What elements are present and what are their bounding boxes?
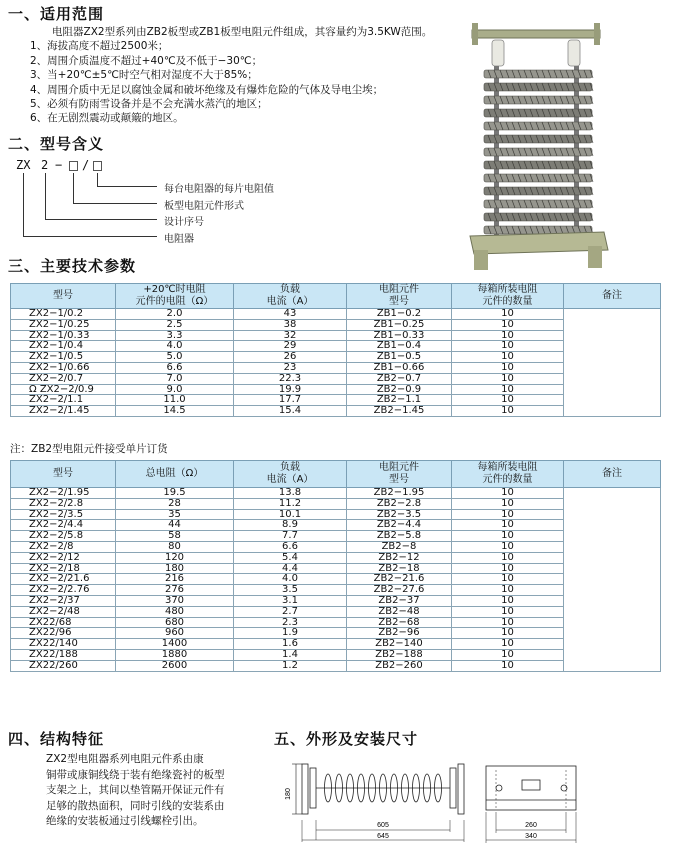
- table-row: [11, 595, 661, 606]
- table-cell: 32: [234, 330, 347, 341]
- text-line: 3、当+20℃±5℃时空气相对湿度不大于85%；: [30, 69, 258, 82]
- table-cell: 29: [234, 341, 347, 352]
- table-cell: ZX2−2/1.45: [11, 406, 116, 417]
- table-cell: 10: [452, 352, 564, 363]
- table-row: [11, 309, 661, 320]
- table-cell: ZX22/140: [11, 639, 116, 650]
- model-code-slash: /: [82, 158, 90, 172]
- table-cell: ZB2−18: [347, 563, 452, 574]
- table-cell: 6.6: [116, 362, 234, 373]
- remark-cell: [564, 488, 661, 672]
- table-cell: ZB1−0.2: [347, 309, 452, 320]
- model-code-digit: 2: [41, 158, 49, 172]
- table-cell: 10: [452, 330, 564, 341]
- table-cell: 1.6: [234, 639, 347, 650]
- table-cell: ZX2−2/8: [11, 541, 116, 552]
- table-cell: ZB2−0.7: [347, 373, 452, 384]
- text-line: 2、周围介质温度不超过+40℃及不低于−30℃；: [30, 54, 263, 67]
- spec-table-1: [10, 283, 661, 417]
- column-header: 型号: [11, 284, 116, 309]
- table-row: [11, 373, 661, 384]
- table-cell: 120: [116, 552, 234, 563]
- outline-dimension-drawing: [282, 760, 672, 852]
- table-row: [11, 541, 661, 552]
- table-cell: 180: [116, 563, 234, 574]
- table-row: [11, 384, 661, 395]
- column-header: 备注: [564, 461, 661, 488]
- column-header: +20℃时电阻 元件的电阻（Ω）: [116, 284, 234, 309]
- table-cell: ZB2−1.1: [347, 395, 452, 406]
- text-line: 绝缘的安装板通过引线螺栓引出。: [46, 815, 204, 827]
- table-cell: ZX22/68: [11, 617, 116, 628]
- table-cell: 13.8: [234, 488, 347, 499]
- table-cell: 10: [452, 341, 564, 352]
- table-cell: 10: [452, 552, 564, 563]
- table-cell: 10: [452, 373, 564, 384]
- text-line: 6、在无剧烈震动或颠簸的地区。: [30, 112, 184, 125]
- column-header: 负载 电流（A）: [234, 284, 347, 309]
- table-row: [11, 606, 661, 617]
- table-cell: ZX2−1/0.5: [11, 352, 116, 363]
- section-title-tech-params: 三、主要技术参数: [8, 257, 137, 275]
- table-cell: ZX22/188: [11, 649, 116, 660]
- table-cell: ZX2−2/21.6: [11, 574, 116, 585]
- scope-list: [30, 25, 432, 126]
- table-cell: 10: [452, 628, 564, 639]
- table-cell: 10: [452, 488, 564, 499]
- text-line: ZX2型电阻器系列电阻元件系由康: [46, 753, 204, 765]
- table-cell: ZB2−1.45: [347, 406, 452, 417]
- spec-table-2: [10, 460, 661, 672]
- table-cell: ZB2−27.6: [347, 585, 452, 596]
- table-cell: 8.9: [234, 520, 347, 531]
- table-cell: ZB2−1.95: [347, 488, 452, 499]
- table-cell: ZB2−188: [347, 649, 452, 660]
- table-cell: 1.4: [234, 649, 347, 660]
- table-cell: ZX2−2/5.8: [11, 531, 116, 542]
- table-row: [11, 617, 661, 628]
- table-cell: ZX2−1/0.66: [11, 362, 116, 373]
- table-cell: 680: [116, 617, 234, 628]
- table-cell: 10: [452, 563, 564, 574]
- table-cell: 10.1: [234, 509, 347, 520]
- table-cell: 38: [234, 319, 347, 330]
- table-cell: ZB2−260: [347, 660, 452, 671]
- table-cell: 11.2: [234, 498, 347, 509]
- model-code-prefix: ZX: [16, 158, 31, 172]
- table-cell: 10: [452, 617, 564, 628]
- dim-outer-length: 645: [377, 833, 389, 840]
- table-cell: 26: [234, 352, 347, 363]
- table-cell: 5.0: [116, 352, 234, 363]
- table-row: [11, 488, 661, 499]
- table-cell: 11.0: [116, 395, 234, 406]
- dim-inner-width: 260: [525, 822, 537, 829]
- column-header: 总电阻（Ω）: [116, 461, 234, 488]
- table-row: [11, 563, 661, 574]
- table-cell: 7.0: [116, 373, 234, 384]
- column-header: 每箱所装电阻 元件的数量: [452, 284, 564, 309]
- table-cell: 28: [116, 498, 234, 509]
- table-cell: ZX2−1/0.2: [11, 309, 116, 320]
- column-header: 负载 电流（A）: [234, 461, 347, 488]
- table-cell: 3.1: [234, 595, 347, 606]
- table-row: [11, 649, 661, 660]
- dim-outer-width: 340: [525, 833, 537, 840]
- table-cell: 10: [452, 585, 564, 596]
- table-cell: ZB1−0.33: [347, 330, 452, 341]
- table-cell: 10: [452, 319, 564, 330]
- table-cell: ZB2−48: [347, 606, 452, 617]
- table-row: [11, 330, 661, 341]
- table-cell: 10: [452, 384, 564, 395]
- table-cell: ZX22/96: [11, 628, 116, 639]
- table-cell: ZX2−2/0.7: [11, 373, 116, 384]
- table-cell: ZB2−8: [347, 541, 452, 552]
- table-row: [11, 574, 661, 585]
- table-cell: 10: [452, 520, 564, 531]
- table-cell: 6.6: [234, 541, 347, 552]
- table-cell: 10: [452, 595, 564, 606]
- table-cell: ZB1−0.5: [347, 352, 452, 363]
- table-cell: ZX2−2/2.76: [11, 585, 116, 596]
- table-cell: ZB1−0.4: [347, 341, 452, 352]
- model-label-resistance-per-piece: 每台电阻器的每片电阻值: [164, 184, 274, 195]
- section-title-model-meaning: 二、型号含义: [8, 135, 105, 153]
- column-header: 每箱所装电阻 元件的数量: [452, 461, 564, 488]
- table-cell: ZX2−2/37: [11, 595, 116, 606]
- table-row: [11, 639, 661, 650]
- table-cell: 1.2: [234, 660, 347, 671]
- table-cell: ZB2−21.6: [347, 574, 452, 585]
- table-cell: 2600: [116, 660, 234, 671]
- table-cell: 43: [234, 309, 347, 320]
- model-code-diagram: [14, 158, 314, 248]
- table-cell: ZB2−140: [347, 639, 452, 650]
- table-cell: ZB2−96: [347, 628, 452, 639]
- table-cell: 5.4: [234, 552, 347, 563]
- side-view: [302, 764, 464, 814]
- table-row: [11, 552, 661, 563]
- dim-height: 180: [285, 788, 292, 800]
- table-cell: 15.4: [234, 406, 347, 417]
- table-cell: ZB2−37: [347, 595, 452, 606]
- table-cell: 2.3: [234, 617, 347, 628]
- column-header: 电阻元件 型号: [347, 461, 452, 488]
- table-cell: ZB2−5.8: [347, 531, 452, 542]
- model-label-resistor: 电阻器: [164, 234, 194, 245]
- table-row: [11, 341, 661, 352]
- table-cell: 2.0: [116, 309, 234, 320]
- table-cell: 10: [452, 395, 564, 406]
- table-row: [11, 362, 661, 373]
- table-cell: 4.0: [116, 341, 234, 352]
- table-cell: ZB2−2.8: [347, 498, 452, 509]
- table-cell: ZX2−1/0.4: [11, 341, 116, 352]
- text-line: 支架之上，其间以垫管隔开保证元件有: [46, 784, 225, 796]
- table-cell: 10: [452, 541, 564, 552]
- table-note: 注：ZB2型电阻元件接受单片订货: [10, 443, 168, 455]
- table-cell: 58: [116, 531, 234, 542]
- section-title-outline: 五、外形及安装尺寸: [274, 730, 419, 748]
- text-line: 4、周围介质中无足以腐蚀金属和破坏绝缘及有爆炸危险的气体及导电尘埃；: [30, 83, 384, 96]
- remark-cell: [564, 309, 661, 417]
- model-code-dash: −: [55, 158, 63, 172]
- table-cell: 10: [452, 574, 564, 585]
- table-cell: 10: [452, 660, 564, 671]
- table-row: [11, 520, 661, 531]
- table-cell: 216: [116, 574, 234, 585]
- column-header: 备注: [564, 284, 661, 309]
- text-line: 5、必须有防雨雪设备并是不会充满水蒸汽的地区；: [30, 98, 268, 111]
- model-code-box: [93, 161, 102, 171]
- table-cell: ZX2−2/4.4: [11, 520, 116, 531]
- table-cell: ZB2−68: [347, 617, 452, 628]
- table-cell: ZB2−3.5: [347, 509, 452, 520]
- table-cell: 960: [116, 628, 234, 639]
- model-leader-line: [23, 173, 157, 237]
- text-line: 足够的散热面积，同时引线的安装系由: [46, 799, 225, 812]
- model-label-design-number: 设计序号: [164, 217, 204, 228]
- table-cell: 35: [116, 509, 234, 520]
- table-row: [11, 395, 661, 406]
- table-cell: 10: [452, 509, 564, 520]
- table-cell: 480: [116, 606, 234, 617]
- table-cell: 10: [452, 639, 564, 650]
- table-cell: 9.0: [116, 384, 234, 395]
- table-cell: ZX2−2/3.5: [11, 509, 116, 520]
- table-cell: 2.5: [116, 319, 234, 330]
- column-header: 型号: [11, 461, 116, 488]
- table-cell: 4.4: [234, 563, 347, 574]
- table-row: [11, 509, 661, 520]
- table-cell: 44: [116, 520, 234, 531]
- table-cell: ZX2−2/48: [11, 606, 116, 617]
- table-cell: ZX2−1/0.33: [11, 330, 116, 341]
- table-cell: ZX2−1/0.25: [11, 319, 116, 330]
- table-cell: 10: [452, 531, 564, 542]
- table-cell: 10: [452, 362, 564, 373]
- table-cell: 19.9: [234, 384, 347, 395]
- table-cell: 10: [452, 498, 564, 509]
- model-label-element-form: 板型电阻元件形式: [164, 201, 244, 212]
- table-cell: 1400: [116, 639, 234, 650]
- table-cell: ZB2−4.4: [347, 520, 452, 531]
- table-cell: ZX2−2/1.95: [11, 488, 116, 499]
- section-title-structure: 四、结构特征: [8, 730, 105, 748]
- table-cell: 370: [116, 595, 234, 606]
- section-title-scope: 一、适用范围: [8, 5, 105, 23]
- table-cell: 23: [234, 362, 347, 373]
- table-row: [11, 660, 661, 671]
- table-cell: 10: [452, 606, 564, 617]
- table-cell: 80: [116, 541, 234, 552]
- table-cell: ZX22/260: [11, 660, 116, 671]
- dim-inner-length: 605: [377, 822, 389, 829]
- table-cell: 22.3: [234, 373, 347, 384]
- text-line: 1、海拔高度不超过2500米；: [30, 40, 169, 53]
- table-cell: 19.5: [116, 488, 234, 499]
- table-cell: 1.9: [234, 628, 347, 639]
- text-line: 电阻器ZX2型系列由ZB2板型或ZB1板型电阻元件组成，其容量约为3.5KW范围。: [52, 26, 433, 38]
- table-cell: 3.3: [116, 330, 234, 341]
- table-row: [11, 531, 661, 542]
- table-row: [11, 498, 661, 509]
- table-cell: ZX2−2/18: [11, 563, 116, 574]
- table-cell: 14.5: [116, 406, 234, 417]
- table-cell: 4.0: [234, 574, 347, 585]
- table-cell: ZX2−2/12: [11, 552, 116, 563]
- table-cell: ZX2−2/1.1: [11, 395, 116, 406]
- table-cell: ZB2−0.9: [347, 384, 452, 395]
- table-cell: Ω ZX2−2/0.9: [11, 384, 116, 395]
- table-cell: ZX2−2/2.8: [11, 498, 116, 509]
- table-cell: 17.7: [234, 395, 347, 406]
- table-cell: 1880: [116, 649, 234, 660]
- structure-paragraph: [46, 752, 225, 830]
- table-cell: 10: [452, 406, 564, 417]
- table-cell: 276: [116, 585, 234, 596]
- text-line: 铜带或康铜线绕于装有绝缘瓷衬的板型: [46, 768, 225, 781]
- end-view: [486, 766, 576, 810]
- table-cell: ZB1−0.66: [347, 362, 452, 373]
- table-row: [11, 352, 661, 363]
- table-row: [11, 628, 661, 639]
- table-cell: 3.5: [234, 585, 347, 596]
- table-cell: 10: [452, 309, 564, 320]
- table-cell: 10: [452, 649, 564, 660]
- column-header: 电阻元件 型号: [347, 284, 452, 309]
- table-row: [11, 406, 661, 417]
- table-cell: 2.7: [234, 606, 347, 617]
- table-row: [11, 585, 661, 596]
- table-cell: ZB1−0.25: [347, 319, 452, 330]
- table-cell: 7.7: [234, 531, 347, 542]
- resistor-product-image: [466, 18, 612, 270]
- model-code-box: [69, 161, 78, 171]
- table-row: [11, 319, 661, 330]
- table-cell: ZB2−12: [347, 552, 452, 563]
